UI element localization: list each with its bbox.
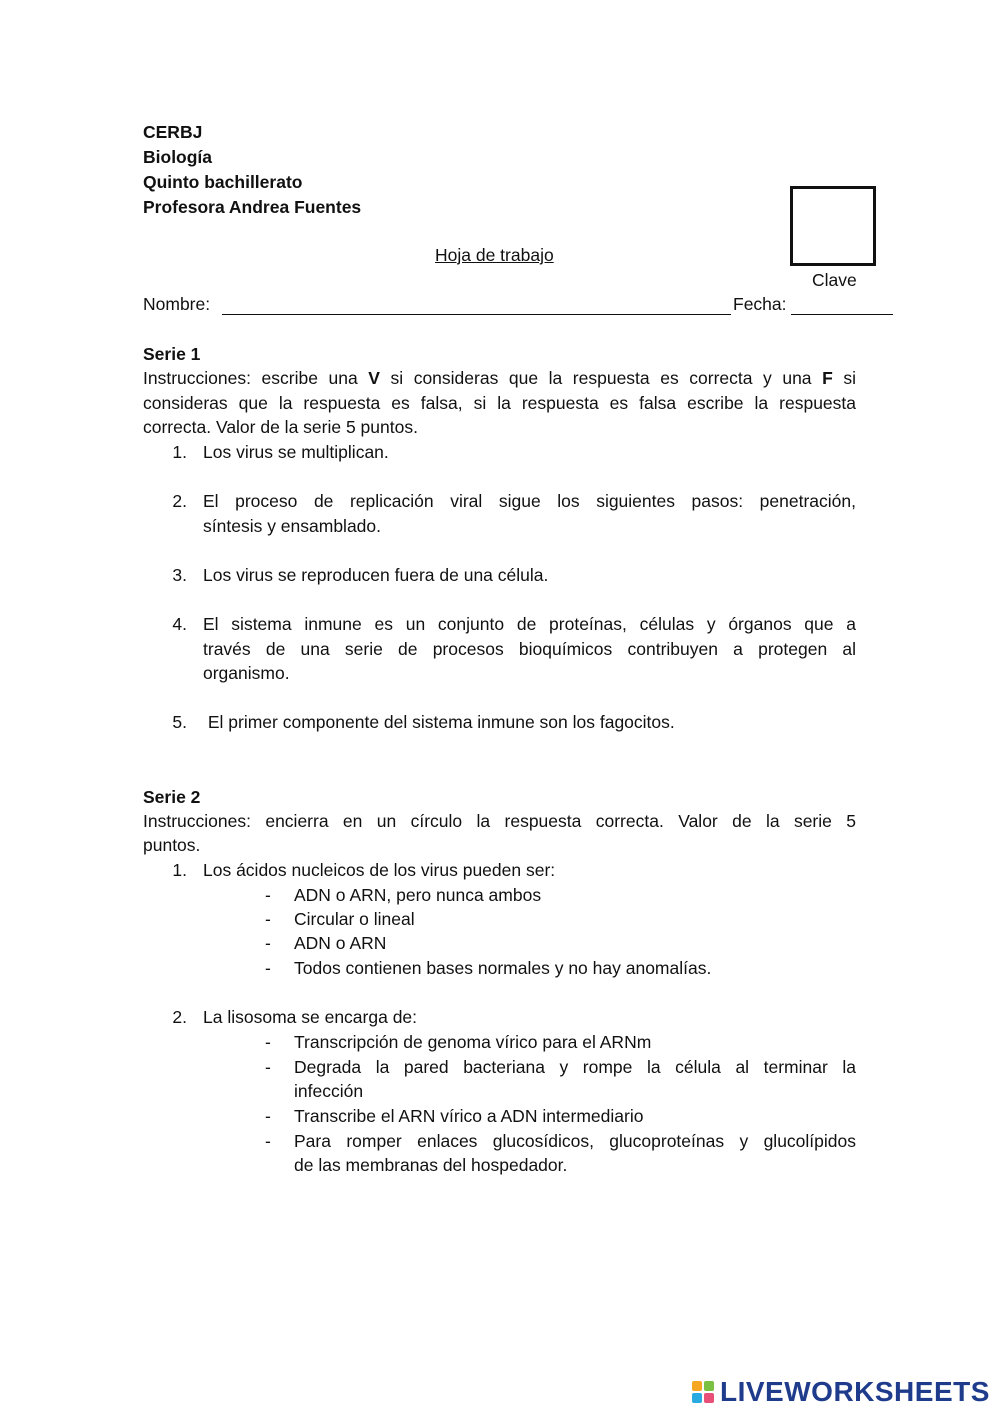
grade-label: Quinto bachillerato [143, 172, 303, 192]
option-bullet: - [265, 1131, 271, 1151]
logo-square [692, 1381, 702, 1391]
worksheet-title: Hoja de trabajo [435, 245, 554, 265]
item-number: 1. [172, 442, 187, 462]
serie1-instructions-line: correcta. Valor de la serie 5 puntos. [143, 417, 418, 437]
logo-square [692, 1393, 702, 1403]
option-bullet: - [265, 958, 271, 978]
item-text: síntesis y ensamblado. [203, 516, 382, 536]
option-bullet: - [265, 1032, 271, 1052]
question-number: 1. [172, 860, 187, 880]
instr-part: Instrucciones: escribe una [143, 368, 369, 388]
serie1-instructions-line: consideras que la respuesta es falsa, si la respuesta es falsa escribe la respuesta [143, 393, 856, 413]
option-continuation[interactable]: infección [294, 1081, 364, 1101]
option-bullet: - [265, 1106, 271, 1126]
option-bullet: - [265, 885, 271, 905]
option-bullet: - [265, 933, 271, 953]
subject-name: Biología [143, 147, 213, 167]
serie2-heading: Serie 2 [143, 787, 201, 807]
serie1-instructions-line [143, 366, 856, 390]
item-text: organismo. [203, 663, 290, 683]
option[interactable]: Para romper enlaces glucosídicos, glucoproteínas y glucolípidos [294, 1131, 856, 1151]
logo-square [704, 1393, 714, 1403]
item-number: 4. [172, 614, 187, 634]
liveworksheets-logo [692, 1376, 990, 1408]
option-bullet: - [265, 909, 271, 929]
item-number: 5. [172, 712, 187, 732]
instr-part: si consideras que la respuesta es correcta y una [379, 368, 823, 388]
option[interactable]: ADN o ARN, pero nunca ambos [294, 885, 542, 905]
logo-text: LIVEWORKSHEETS [720, 1376, 990, 1407]
clave-label: Clave [812, 270, 857, 290]
true-letter: V [368, 368, 380, 388]
option[interactable]: Transcripción de genoma vírico para el ARNm [294, 1032, 652, 1052]
option-continuation[interactable]: de las membranas del hospedador. [294, 1155, 568, 1175]
logo-badge-icon [692, 1381, 714, 1403]
item-number: 2. [172, 491, 187, 511]
instr-part: si [832, 368, 856, 388]
item-number: 3. [172, 565, 187, 585]
option[interactable]: Transcribe el ARN vírico a ADN intermediario [294, 1106, 644, 1126]
date-label: Fecha: [733, 294, 787, 314]
item-text: través de una serie de procesos bioquímicos contribuyen a protegen al [203, 639, 856, 659]
serie2-instructions-line: puntos. [143, 835, 201, 855]
score-box[interactable] [790, 186, 876, 266]
option[interactable]: Todos contienen bases normales y no hay anomalías. [294, 958, 712, 978]
option[interactable]: Circular o lineal [294, 909, 415, 929]
serie1-heading: Serie 1 [143, 344, 201, 364]
option[interactable]: ADN o ARN [294, 933, 387, 953]
question-number: 2. [172, 1007, 187, 1027]
teacher-name: Profesora Andrea Fuentes [143, 197, 362, 217]
serie2-instructions-line: Instrucciones: encierra en un círculo la respuesta correcta. Valor de la serie 5 [143, 811, 856, 831]
item-text: Los virus se reproducen fuera de una célula. [203, 565, 549, 585]
name-field[interactable] [222, 296, 731, 315]
question-text: Los ácidos nucleicos de los virus pueden ser: [203, 860, 556, 880]
option-bullet: - [265, 1057, 271, 1077]
item-text: El sistema inmune es un conjunto de proteínas, células y órganos que a [203, 614, 856, 634]
school-name: CERBJ [143, 122, 203, 142]
item-text: Los virus se multiplican. [203, 442, 389, 462]
question-text: La lisosoma se encarga de: [203, 1007, 418, 1027]
item-text: El primer componente del sistema inmune son los fagocitos. [203, 712, 675, 732]
logo-square [704, 1381, 714, 1391]
false-letter: F [822, 368, 833, 388]
name-label: Nombre: [143, 294, 211, 314]
item-text: El proceso de replicación viral sigue los siguientes pasos: penetración, [203, 491, 856, 511]
option[interactable]: Degrada la pared bacteriana y rompe la célula al terminar la [294, 1057, 856, 1077]
date-field[interactable] [791, 296, 893, 315]
